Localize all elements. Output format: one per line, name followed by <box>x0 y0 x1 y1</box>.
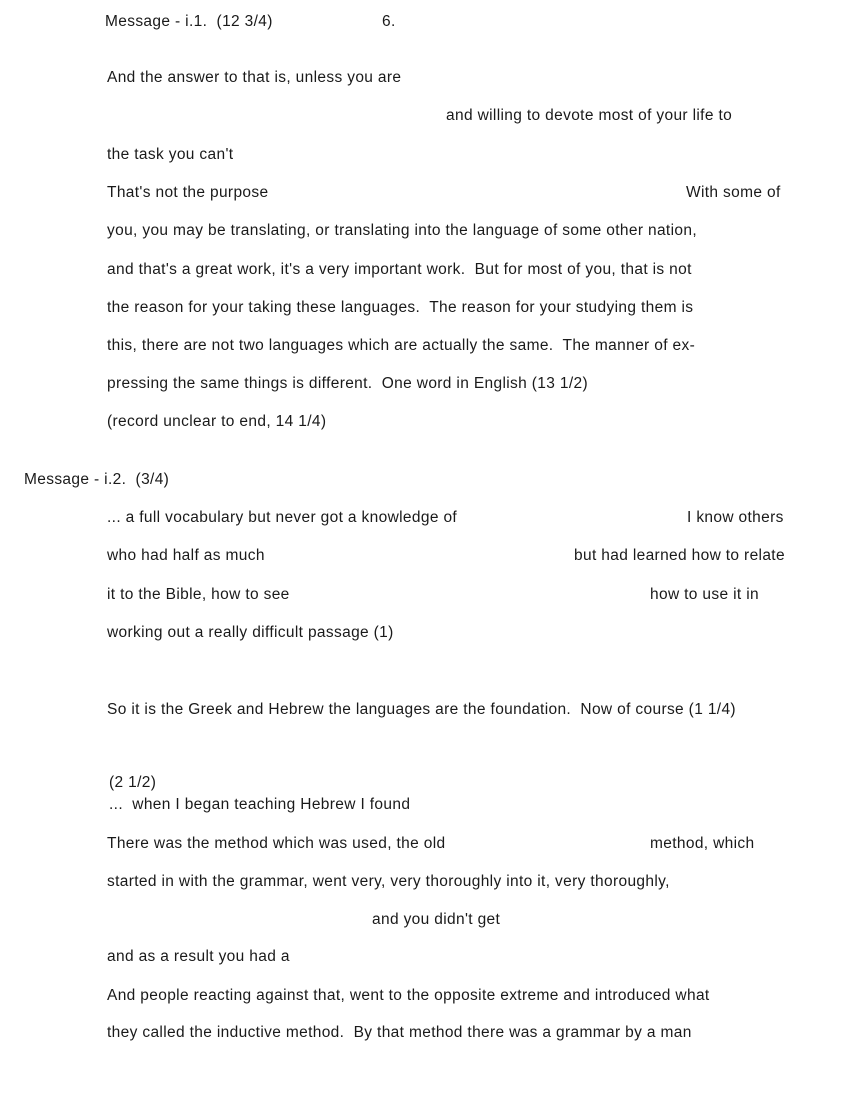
text-line: the reason for your taking these languages. The reason for your studying them is <box>107 299 694 316</box>
text-line: method, which <box>650 835 755 852</box>
text-line: I know others <box>687 509 784 526</box>
text-line: (record unclear to end, 14 1/4) <box>107 413 327 430</box>
text-line: and willing to devote most of your life to <box>446 107 733 124</box>
text-line: working out a really difficult passage (1) <box>107 624 394 641</box>
timestamp-marker: (2 1/2) <box>109 774 157 791</box>
section-heading: Message - i.2. (3/4) <box>24 471 170 488</box>
section-heading: Message - i.1. (12 3/4) <box>105 13 273 30</box>
text-line: it to the Bible, how to see <box>107 586 290 603</box>
text-line: how to use it in <box>650 586 759 603</box>
text-line: who had half as much <box>107 547 265 564</box>
text-line: With some of <box>686 184 781 201</box>
text-line: this, there are not two languages which are actually the same. The manner of ex- <box>107 337 696 354</box>
text-line: started in with the grammar, went very, very thoroughly into it, very thoroughly, <box>107 873 670 890</box>
text-line: And people reacting against that, went to the opposite extreme and introduced what <box>107 987 710 1004</box>
text-line: and as a result you had a <box>107 948 290 965</box>
text-line: you, you may be translating, or translating into the language of some other nation, <box>107 222 697 239</box>
text-line: ... a full vocabulary but never got a knowledge of <box>107 509 458 526</box>
text-line: the task you can't <box>107 146 234 163</box>
text-line: and that's a great work, it's a very important work. But for most of you, that is not <box>107 261 692 278</box>
text-line: but had learned how to relate <box>574 547 785 564</box>
text-line: So it is the Greek and Hebrew the languages are the foundation. Now of course (1 1/4) <box>107 701 736 718</box>
page-number: 6. <box>382 13 396 30</box>
text-line: and you didn't get <box>372 911 501 928</box>
text-line: ... when I began teaching Hebrew I found <box>109 796 411 813</box>
text-line: And the answer to that is, unless you are <box>107 69 402 86</box>
text-line: There was the method which was used, the old <box>107 835 446 852</box>
text-line: That's not the purpose <box>107 184 269 201</box>
text-line: pressing the same things is different. One word in English (13 1/2) <box>107 375 589 392</box>
text-line: they called the inductive method. By that method there was a grammar by a man <box>107 1024 692 1041</box>
